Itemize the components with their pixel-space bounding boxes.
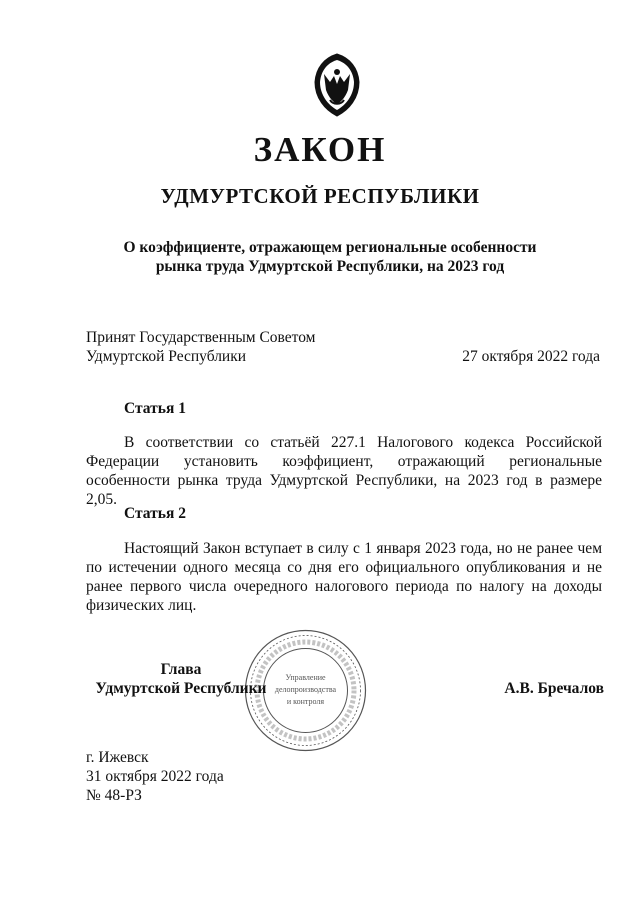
adoption-info: [86, 328, 386, 366]
adoption-line: Удмуртской Республики: [86, 348, 247, 365]
article-1-title: Статья 1: [124, 400, 186, 417]
footer-number: № 48-РЗ: [86, 787, 142, 804]
emblem-icon: [312, 52, 362, 118]
article-2-text: Настоящий Закон вступает в силу с 1 января 2023 года, но не ранее чем по истечении одного месяца со дня его официального опубликования и не ранее первого числа очередного налогового периода по налогу на доходы физических лиц.: [86, 540, 602, 614]
svg-text:делопроизводства: делопроизводства: [274, 685, 337, 694]
svg-text:Управление: Управление: [285, 673, 326, 682]
svg-text:и контроля: и контроля: [286, 697, 325, 706]
signatory-position-line: Удмуртской Республики: [95, 680, 267, 697]
article-2-title: Статья 2: [124, 505, 186, 522]
document-subtitle: УДМУРТСКОЙ РЕСПУБЛИКИ: [160, 184, 480, 208]
document-footer: [86, 748, 224, 805]
document-title: ЗАКОН: [253, 130, 387, 169]
coat-of-arms-emblem: [312, 52, 362, 118]
article-1-text: В соответствии со статьёй 227.1 Налогового кодекса Российской Федерации установить коэффициент, отражающий региональные особенности рынка труда Удмуртской Республики, на 2023 год в размере 2,05.: [86, 434, 602, 508]
signatory-position-line: Глава: [160, 661, 202, 678]
signatory-name: А.В. Бречалов: [504, 680, 604, 697]
adoption-line: Принят Государственным Советом: [86, 329, 316, 346]
law-name: [60, 238, 600, 276]
law-name-line: О коэффициенте, отражающем региональные особенности: [123, 239, 537, 256]
footer-city: г. Ижевск: [86, 749, 149, 766]
law-name-line: рынка труда Удмуртской Республики, на 2023 год: [155, 258, 505, 275]
signatory-position: [86, 660, 276, 698]
footer-date: 31 октября 2022 года: [86, 768, 224, 785]
adoption-date: 27 октября 2022 года: [462, 348, 600, 365]
